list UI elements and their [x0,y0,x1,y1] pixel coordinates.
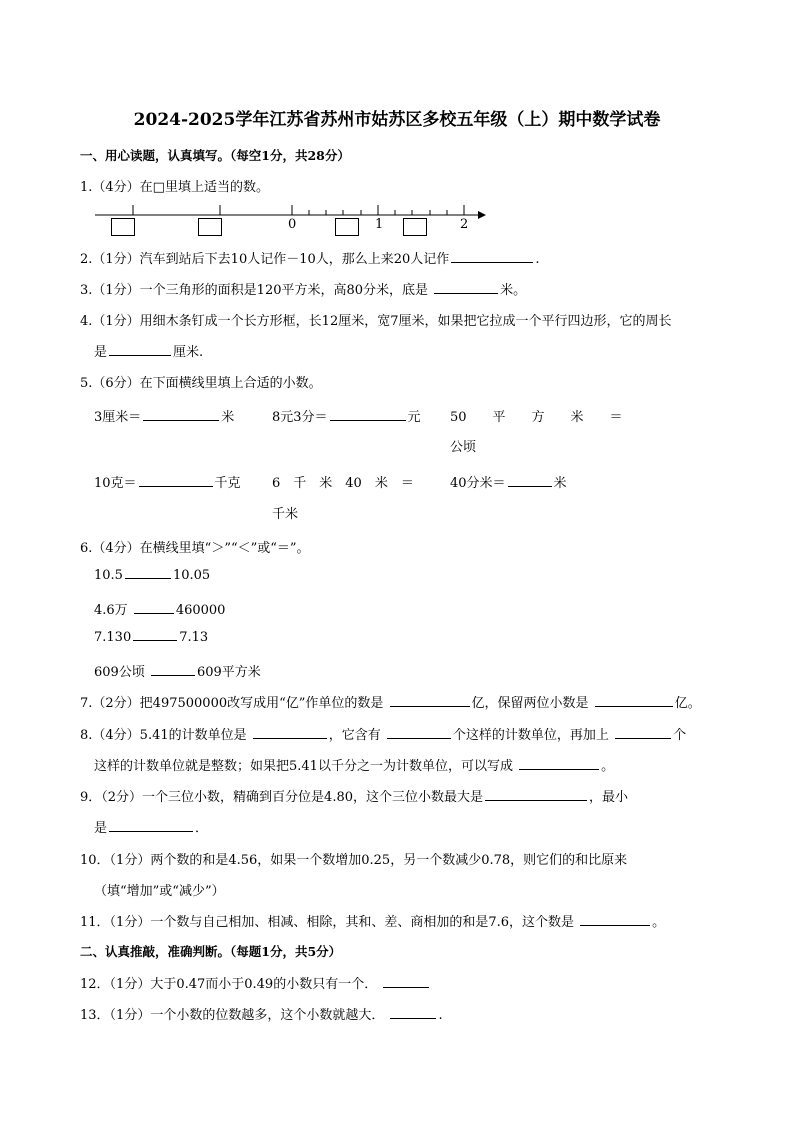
answer-blank[interactable] [595,705,673,707]
answer-blank[interactable] [139,485,213,487]
page-title: 2024-2025学年江苏省苏州市姑苏区多校五年级（上）期中数学试卷 [133,110,661,130]
question-13: 13．（1分）一个小数的位数越多，这个小数就越大． . [80,1008,443,1023]
q5-row1-part1: 3厘米＝ 米 [94,410,235,425]
q5-row2-unit: 千米 [272,507,299,522]
answer-blank[interactable] [125,577,171,579]
answer-blank[interactable] [387,737,451,739]
q5-row1-part2: 8元3分＝ 元 [272,410,421,425]
answer-blank[interactable] [519,768,599,770]
question-9-cont: 是 ． [94,821,209,836]
question-10-cont: （填“增加”或“减少”） [94,884,225,899]
answer-blank[interactable] [615,737,671,739]
answer-box[interactable] [111,218,135,236]
q5-row2-part3: 40分米＝ 米 [450,476,567,491]
q6-item: 609公顷 609平方米 [94,665,261,680]
section-heading-1: 一、用心读题，认真填写。（每空1分，共28分） [80,148,350,163]
question-6: 6.（4分）在横线里填“＞”“＜”或“＝”。 [80,541,310,556]
numberline-label-2: 2 [460,217,469,232]
q6-item: 7.130 7.13 [94,630,209,645]
answer-blank[interactable] [109,830,193,832]
question-11: 11．（1分）一个数与自己相加、相减、相除，其和、差、商相加的和是7.6，这个数是 。 [80,915,666,930]
question-3: 3.（1分）一个三角形的面积是120平方米，高80分米，底是 米。 [80,283,527,298]
arrow-icon [478,211,486,219]
answer-blank[interactable] [143,419,219,421]
answer-blank[interactable] [580,924,650,926]
q5-row2-part2: 6 千 米 40 米 ＝ [272,476,414,491]
answer-blank[interactable] [109,354,171,356]
question-12: 12．（1分）大于0.47而小于0.49的小数只有一个． [80,973,431,992]
question-8: 8.（4分）5.41的计数单位是 ，它含有 个这样的计数单位，再加上 个 [80,728,687,743]
question-2: 2.（1分）汽车到站后下去10人记作－10人，那么上来20人记作 . [80,252,540,267]
q6-item: 4.6万 460000 [94,603,226,618]
q5-row2-part1: 10克＝ 千克 [94,476,241,491]
answer-blank[interactable] [134,612,174,614]
numberline-label-1: 1 [375,217,384,232]
q6-item: 10.5 10.05 [94,568,211,583]
q5-row1-part3: 50 平 方 米 ＝ [450,410,623,425]
answer-blank[interactable] [330,419,406,421]
answer-blank[interactable] [383,986,429,988]
question-1: 1.（4分）在□里填上适当的数。 [80,180,269,195]
section-heading-2: 二、认真推敲，准确判断。（每题1分，共5分） [80,944,342,959]
answer-blank[interactable] [133,639,177,641]
answer-blank[interactable] [451,261,533,263]
answer-blank[interactable] [390,705,470,707]
question-9: 9．（2分）一个三位小数，精确到百分位是4.80，这个三位小数最大是 ，最小 [80,790,629,805]
answer-blank[interactable] [151,674,195,676]
question-8-cont: 这样的计数单位就是整数；如果把5.41以千分之一为计数单位，可以写成 。 [94,759,615,774]
answer-blank[interactable] [508,485,552,487]
answer-blank[interactable] [485,799,587,801]
answer-box[interactable] [335,218,359,236]
question-4-cont: 是 厘米. [94,345,204,360]
answer-box[interactable] [403,218,427,236]
answer-blank[interactable] [390,1017,436,1019]
answer-blank[interactable] [253,737,327,739]
numberline-label-0: 0 [288,217,297,232]
question-10: 10．（1分）两个数的和是4.56，如果一个数增加0.25，另一个数减少0.78，则它们的和比原来 [80,853,628,868]
question-7: 7.（2分）把497500000改写成用“亿”作单位的数是 亿，保留两位小数是 亿。 [80,696,701,711]
answer-blank[interactable] [434,292,498,294]
question-5: 5.（6分）在下面横线里填上合适的小数。 [80,376,322,391]
question-4: 4.（1分）用细木条钉成一个长方形框，长12厘米，宽7厘米，如果把它拉成一个平行四边形，它的周长 [80,314,672,329]
answer-box[interactable] [198,218,222,236]
q5-row1-unit: 公顷 [450,440,477,455]
